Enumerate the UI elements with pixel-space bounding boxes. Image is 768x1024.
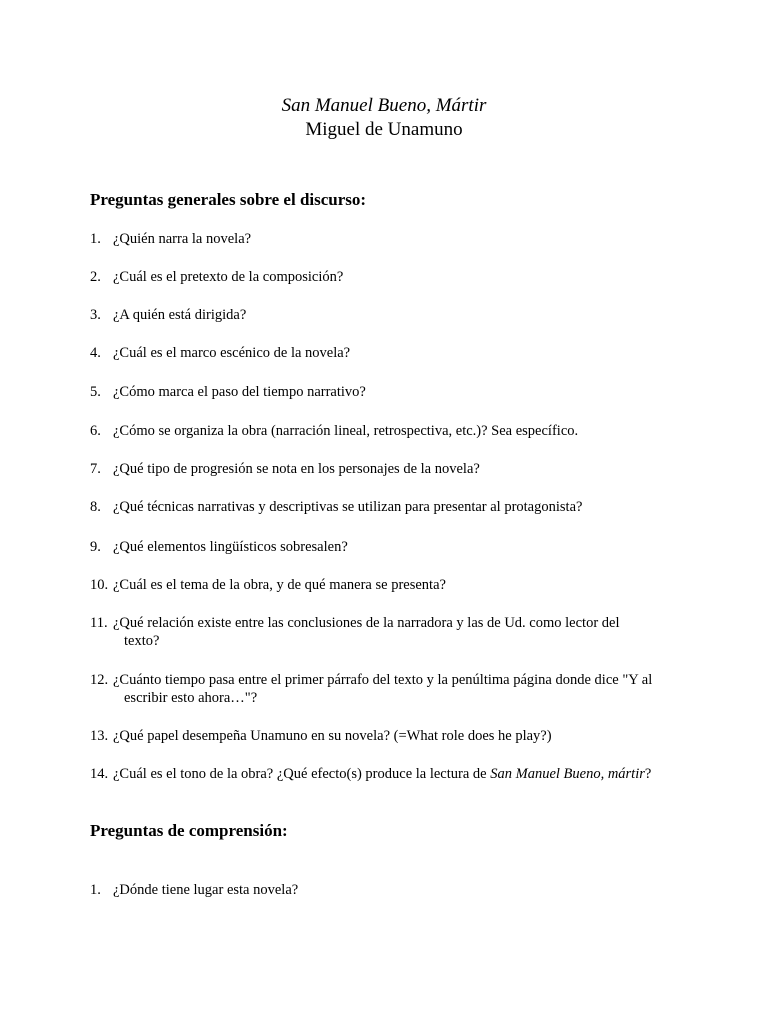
question-text-line2: texto? [124,633,160,649]
question-item [90,881,690,899]
question-item [90,727,690,745]
question-number: 11. [90,615,108,631]
question-text: ¿Cuál es el pretexto de la composición? [113,269,344,285]
question-number: 9. [90,539,101,555]
question-item [90,230,690,248]
question-text: ¿Qué tipo de progresión se nota en los personajes de la novela? [113,461,480,477]
question-text: ¿Qué técnicas narrativas y descriptivas se utilizan para presentar al protagonista? [113,499,583,515]
author-name: Miguel de Unamuno [305,119,463,140]
question-item [90,344,690,362]
question-item [90,383,690,401]
question-text: ¿Cuál es el tono de la obra? ¿Qué efecto(s) produce la lectura de [113,766,491,782]
question-text: ¿A quién está dirigida? [113,307,247,323]
question-text: ¿Dónde tiene lugar esta novela? [113,882,299,898]
question-text: ¿Cómo marca el paso del tiempo narrativo? [113,384,366,400]
question-number: 10. [90,577,109,593]
question-item [90,498,690,516]
question-number: 3. [90,307,101,323]
question-item [90,268,690,286]
section-heading-general: Preguntas generales sobre el discurso: [90,190,367,209]
question-item [90,576,690,594]
question-number: 5. [90,384,101,400]
question-text: ¿Cómo se organiza la obra (narración lineal, retrospectiva, etc.)? Sea específico. [113,423,579,439]
question-text-line2: escribir esto ahora…"? [124,690,258,706]
question-text-line1: ¿Qué relación existe entre las conclusiones de la narradora y las de Ud. como lector del [113,615,620,631]
question-number: 8. [90,499,101,515]
question-item [90,460,690,478]
question-text: ¿Qué elementos lingüísticos sobresalen? [113,539,348,555]
question-number: 1. [90,882,101,898]
question-number: 1. [90,231,101,247]
question-text-end: ? [644,766,652,782]
question-text: ¿Cuál es el marco escénico de la novela? [113,345,351,361]
title-block [0,94,768,142]
novel-title-inline: San Manuel Bueno, mártir [490,766,645,782]
question-item [90,538,690,556]
question-number: 14. [90,766,109,782]
question-text: ¿Qué papel desempeña Unamuno en su novela? (=What role does he play?) [113,728,552,744]
question-number: 2. [90,269,101,285]
question-number: 6. [90,423,101,439]
novel-title: San Manuel Bueno, Mártir [281,95,487,116]
question-text: ¿Cuál es el tema de la obra, y de qué manera se presenta? [113,577,446,593]
question-item [90,422,690,440]
section-heading-comprehension: Preguntas de comprensión: [90,821,288,840]
question-number: 12. [90,672,109,688]
question-item [90,765,690,783]
question-number: 7. [90,461,101,477]
question-item [90,614,690,650]
question-text-line1: ¿Cuánto tiempo pasa entre el primer párrafo del texto y la penúltima página donde dice "Y al [113,672,653,688]
question-number: 4. [90,345,101,361]
question-item [90,671,690,707]
question-number: 13. [90,728,109,744]
question-text: ¿Quién narra la novela? [113,231,252,247]
question-item [90,306,690,324]
